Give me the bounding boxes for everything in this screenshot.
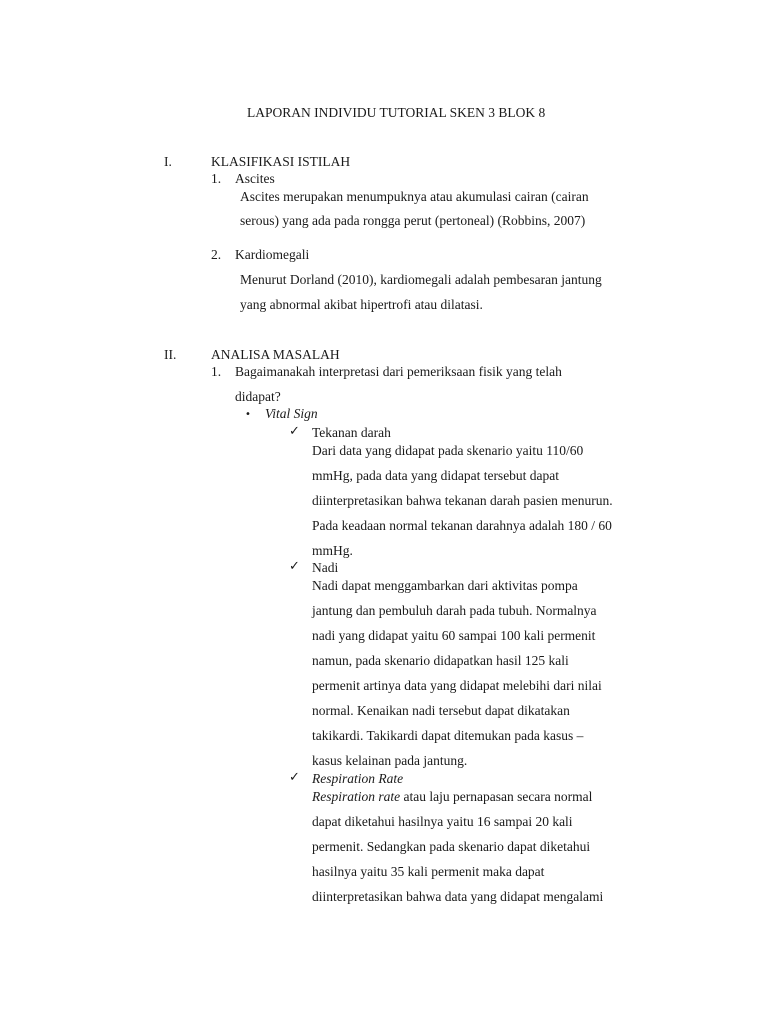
respiration-rate-term: Respiration rate [312, 789, 401, 804]
term-2-definition-line: Menurut Dorland (2010), kardiomegali adalah pembesaran jantung [240, 272, 602, 287]
paragraph-line: takikardi. Takikardi dapat ditemukan pada kasus – [312, 728, 584, 743]
section-1-heading: KLASIFIKASI ISTILAH [211, 154, 351, 169]
checkmark-icon: ✓ [289, 559, 300, 574]
check-item-label: Respiration Rate [312, 771, 404, 786]
paragraph-line: dapat diketahui hasilnya yaitu 16 sampai 20 kali [312, 814, 573, 829]
question-1-line: Bagaimanakah interpretasi dari pemeriksaan fisik yang telah [235, 364, 562, 379]
paragraph-line: hasilnya yaitu 35 kali permenit maka dapat [312, 864, 545, 879]
paragraph-line: kasus kelainan pada jantung. [312, 753, 468, 768]
checkmark-icon: ✓ [289, 424, 300, 439]
paragraph-line: permenit artinya data yang didapat melebihi dari nilai [312, 678, 602, 693]
paragraph-line: diinterpretasikan bahwa tekanan darah pasien menurun. [312, 493, 613, 508]
term-2-number: 2. [211, 247, 222, 262]
paragraph-line [312, 789, 592, 805]
check-item-label: Nadi [312, 560, 339, 575]
term-1-definition-line: serous) yang ada pada rongga perut (pertoneal) (Robbins, 2007) [240, 213, 586, 228]
check-item-label: Tekanan darah [312, 425, 391, 440]
paragraph-line: diinterpretasikan bahwa data yang didapat mengalami [312, 889, 604, 904]
paragraph-line: permenit. Sedangkan pada skenario dapat diketahui [312, 839, 591, 854]
paragraph-line: normal. Kenaikan nadi tersebut dapat dikatakan [312, 703, 570, 718]
term-1-label: Ascites [235, 171, 275, 186]
paragraph-line: jantung dan pembuluh darah pada tubuh. Normalnya [312, 603, 597, 618]
term-1-definition-line: Ascites merupakan menumpuknya atau akumulasi cairan (cairan [240, 189, 589, 204]
section-1-number: I. [164, 154, 172, 169]
paragraph-line: Pada keadaan normal tekanan darahnya adalah 180 / 60 [312, 518, 612, 533]
paragraph-line: mmHg. [312, 543, 353, 558]
paragraph-line: Nadi dapat menggambarkan dari aktivitas pompa [312, 578, 578, 593]
term-2-definition-line: yang abnormal akibat hipertrofi atau dilatasi. [240, 297, 483, 312]
term-1-number: 1. [211, 171, 222, 186]
bullet-icon: • [245, 409, 251, 420]
term-2-label: Kardiomegali [235, 247, 310, 262]
section-2-heading: ANALISA MASALAH [211, 347, 340, 362]
question-1-number: 1. [211, 364, 222, 379]
respiration-rate-text: atau laju pernapasan secara normal [400, 789, 593, 804]
section-2-number: II. [164, 347, 177, 362]
paragraph-line: nadi yang didapat yaitu 60 sampai 100 kali permenit [312, 628, 596, 643]
question-1-line: didapat? [235, 389, 281, 404]
paragraph-line: namun, pada skenario didapatkan hasil 125 kali [312, 653, 569, 668]
document-title: LAPORAN INDIVIDU TUTORIAL SKEN 3 BLOK 8 [247, 105, 546, 120]
paragraph-line: mmHg, pada data yang didapat tersebut dapat [312, 468, 560, 483]
vital-sign-heading: Vital Sign [265, 406, 318, 421]
paragraph-line: Dari data yang didapat pada skenario yaitu 110/60 [312, 443, 584, 458]
checkmark-icon: ✓ [289, 770, 300, 785]
